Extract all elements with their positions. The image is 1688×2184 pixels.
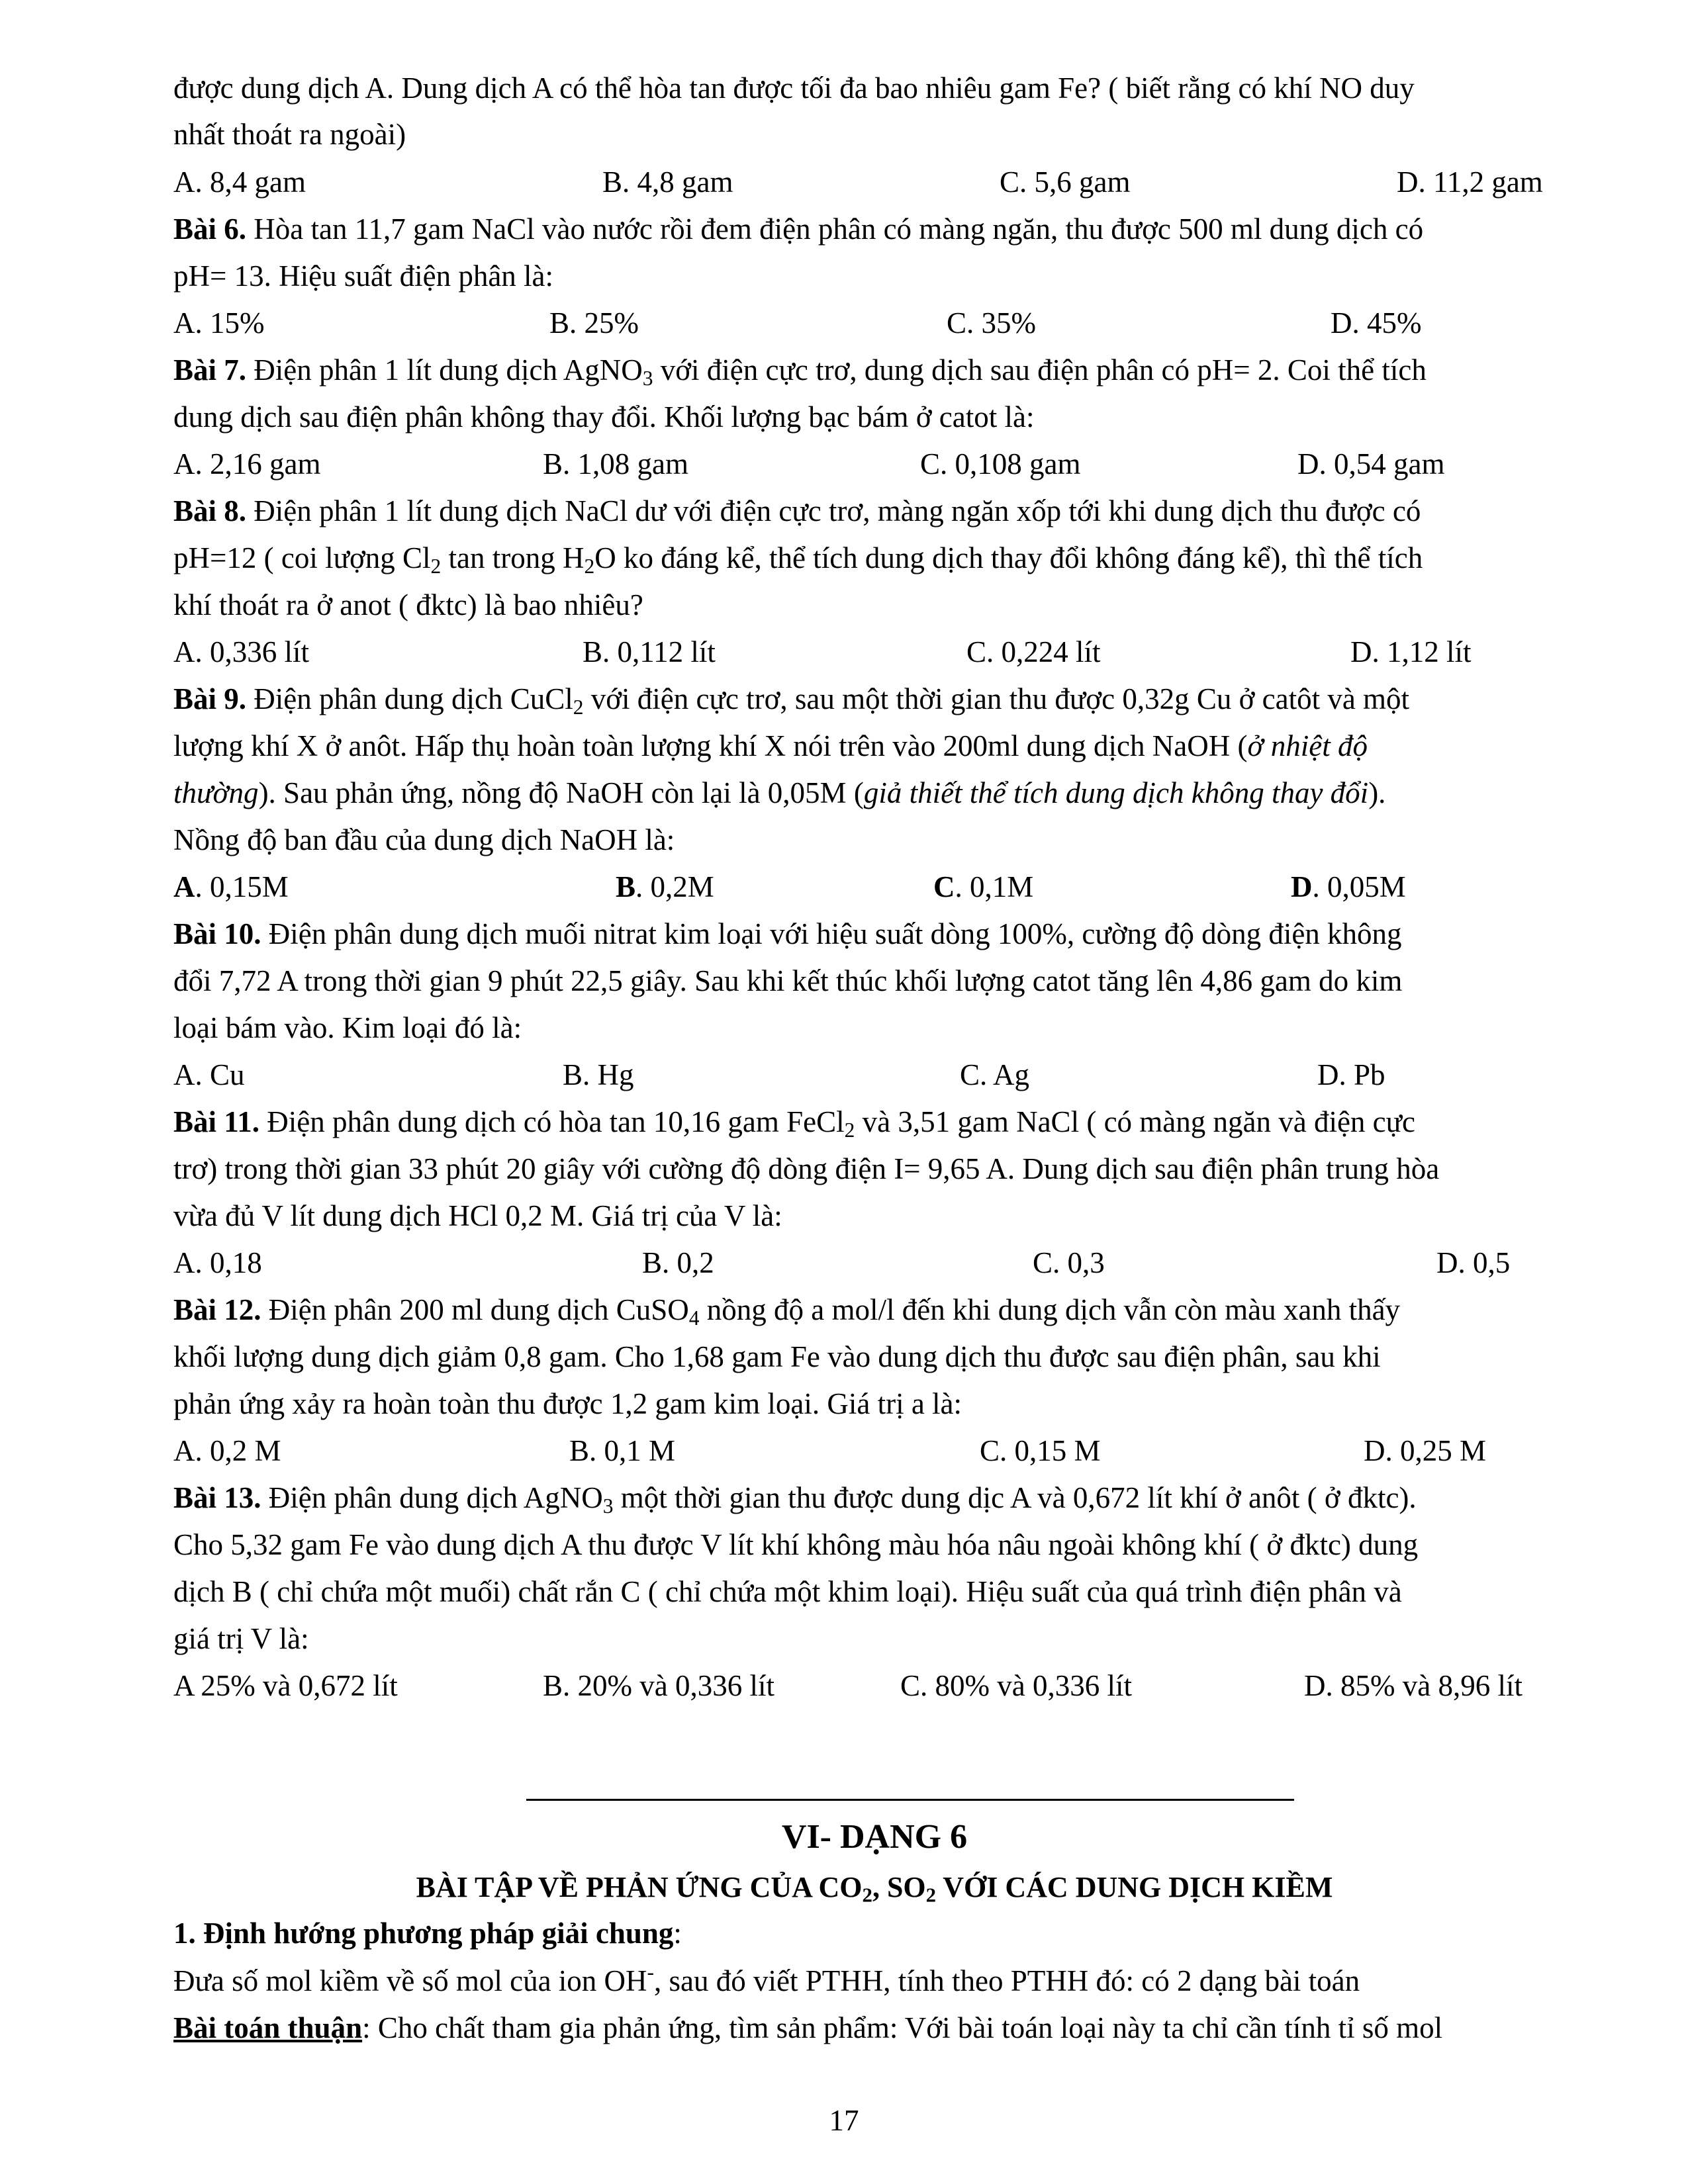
- bai7-line-1: [173, 353, 1427, 388]
- bai12-label: Bài 12.: [173, 1293, 261, 1326]
- option-c: C. 0,15 M: [980, 1434, 1101, 1467]
- section-divider: [526, 1799, 1294, 1801]
- bai9-italic-3: thường: [173, 776, 259, 809]
- section-subtitle-c: VỚI CÁC DUNG DỊCH KIỀM: [936, 1871, 1333, 1903]
- bai11-subscript: 2: [844, 1118, 855, 1142]
- bai9-label: Bài 9.: [173, 682, 247, 715]
- bai9-subscript: 2: [573, 695, 584, 719]
- bai6-text-1: Hòa tan 11,7 gam NaCl vào nước rồi đem điện phân có màng ngăn, thu được 500 ml dung dịch có: [246, 212, 1424, 246]
- bai13-line-2: Cho 5,32 gam Fe vào dung dịch A thu được V lít khí không màu hóa nâu ngoài không khí ( ở đktc) dung: [173, 1528, 1419, 1561]
- option-b: B. 0,112 lít: [583, 635, 716, 668]
- bai13-text-1a: Điện phân dung dịch AgNO: [261, 1481, 603, 1514]
- bai13-line-3: dịch B ( chỉ chứa một muối) chất rắn C ( chỉ chứa một khim loại). Hiệu suất của quá trình điện phân và: [173, 1575, 1402, 1608]
- bai11-text-1a: Điện phân dung dịch có hòa tan 10,16 gam FeCl: [259, 1105, 845, 1138]
- bai7-subscript: 3: [642, 366, 653, 390]
- option-c: C. 0,224 lít: [966, 635, 1101, 668]
- bai13-label: Bài 13.: [173, 1481, 261, 1514]
- bai10-label: Bài 10.: [173, 917, 261, 950]
- bai6-label: Bài 6.: [173, 212, 247, 246]
- bai-toan-thuan-text: : Cho chất tham gia phản ứng, tìm sản phẩm: Với bài toán loại này ta chỉ cần tính tỉ số mol: [362, 2011, 1443, 2044]
- option-c: [933, 870, 1033, 905]
- bai8-line-3: khí thoát ra ở anot ( đktc) là bao nhiêu?: [173, 588, 643, 621]
- bai9-line-4: Nồng độ ban đầu của dung dịch NaOH là:: [173, 823, 675, 856]
- option-c: C. 0,3: [1033, 1246, 1105, 1279]
- bai11-line-1: [173, 1105, 1415, 1140]
- intro-line-1: được dung dịch A. Dung dịch A có thể hòa tan được tối đa bao nhiêu gam Fe? ( biết rằng có khí NO duy: [173, 71, 1415, 105]
- bai12-line-2: khối lượng dung dịch giảm 0,8 gam. Cho 1,68 gam Fe vào dung dịch thu được sau điện phân, sau khi: [173, 1340, 1381, 1373]
- option-c: C. 0,108 gam: [920, 447, 1081, 480]
- option-b: B. Hg: [563, 1058, 634, 1091]
- bai-toan-thuan-label: Bài toán thuận: [173, 2011, 363, 2044]
- page-number: 17: [829, 2104, 859, 2137]
- bai9-text-1a: Điện phân dung dịch CuCl: [246, 682, 573, 715]
- bai8-text-2c: O ko đáng kể, thể tích dung dịch thay đổi không đáng kể), thì thể tích: [594, 541, 1423, 574]
- bai7-text-1b: với điện cực trơ, dung dịch sau điện phân có pH= 2. Coi thể tích: [653, 353, 1427, 387]
- bai11-line-2: trơ) trong thời gian 33 phút 20 giây với cường độ dòng điện I= 9,65 A. Dung dịch sau điện phân trung hòa: [173, 1152, 1440, 1185]
- bai9-text-3b: ).: [1368, 776, 1386, 809]
- bai12-subscript: 4: [688, 1306, 700, 1330]
- option-d-text: . 0,05M: [1312, 870, 1406, 903]
- bai13-subscript: 3: [602, 1494, 614, 1518]
- method-line-1: [173, 1960, 1360, 1999]
- option-c: C. Ag: [960, 1058, 1030, 1091]
- option-a: A. 0,336 lít: [173, 635, 310, 668]
- option-c: C. 35%: [947, 306, 1036, 340]
- method-text-1b: , sau đó viết PTHH, tính theo PTHH đó: có 2 dạng bài toán: [654, 1964, 1360, 1997]
- option-b: [616, 870, 714, 905]
- option-a: A. 0,18: [173, 1246, 262, 1279]
- bai10-line-3: loại bám vào. Kim loại đó là:: [173, 1011, 522, 1044]
- option-d: D. 11,2 gam: [1397, 165, 1543, 199]
- bai8-line-2: [173, 541, 1423, 576]
- bai6-line-2: pH= 13. Hiệu suất điện phân là:: [173, 259, 554, 293]
- bai13-line-4: giá trị V là:: [173, 1622, 309, 1655]
- option-d: D. 0,5: [1436, 1246, 1511, 1279]
- option-a: A. 8,4 gam: [173, 165, 306, 199]
- option-d: D. 0,54 gam: [1297, 447, 1445, 480]
- bai9-text-1b: với điện cực trơ, sau một thời gian thu được 0,32g Cu ở catôt và một: [583, 682, 1410, 715]
- section-heading: VI- DẠNG 6: [781, 1818, 968, 1856]
- option-a-text: . 0,15M: [195, 870, 289, 903]
- bai8-text-2a: pH=12 ( coi lượng Cl: [173, 541, 431, 574]
- option-c-text: . 0,1M: [955, 870, 1034, 903]
- bai11-text-1b: và 3,51 gam NaCl ( có màng ngăn và điện cực: [855, 1105, 1416, 1138]
- option-a-letter: A: [173, 870, 195, 903]
- bai7-label: Bài 7.: [173, 353, 247, 387]
- option-d: D. 1,12 lít: [1350, 635, 1472, 668]
- option-c-letter: C: [933, 870, 955, 903]
- bai7-text-1a: Điện phân 1 lít dung dịch AgNO: [246, 353, 643, 387]
- option-d: D. Pb: [1317, 1058, 1385, 1091]
- bai9-text-2a: lượng khí X ở anôt. Hấp thụ hoàn toàn lượng khí X nói trên vào 200ml dung dịch NaOH (: [173, 729, 1248, 762]
- method-colon: :: [673, 1917, 682, 1950]
- bai8-text-2b: tan trong H: [441, 541, 585, 574]
- bai8-label: Bài 8.: [173, 494, 247, 527]
- bai9-italic-2: ở nhiệt độ: [1247, 729, 1368, 762]
- section-subtitle: [173, 1870, 1575, 1907]
- option-d: [1291, 870, 1406, 905]
- option-c: C. 80% và 0,336 lít: [900, 1669, 1132, 1702]
- bai8-text-1: Điện phân 1 lít dung dịch NaCl dư với điện cực trơ, màng ngăn xốp tới khi dung dịch thu được có: [246, 494, 1421, 527]
- method-superscript: -: [647, 1960, 655, 1984]
- option-a: A. Cu: [173, 1058, 245, 1091]
- option-a: A 25% và 0,672 lít: [173, 1669, 398, 1702]
- option-b-letter: B: [616, 870, 636, 903]
- bai11-line-3: vừa đủ V lít dung dịch HCl 0,2 M. Giá trị của V là:: [173, 1199, 782, 1232]
- bai6-line-1: [173, 212, 1423, 247]
- bai13-line-1: [173, 1481, 1417, 1516]
- option-c: C. 5,6 gam: [1000, 165, 1131, 199]
- option-d: D. 0,25 M: [1364, 1434, 1487, 1467]
- bai9-line-3: [173, 776, 1385, 811]
- section-subscript-1: 2: [862, 1884, 872, 1907]
- option-b: B. 20% và 0,336 lít: [543, 1669, 774, 1702]
- bai12-line-3: phản ứng xảy ra hoàn toàn thu được 1,2 gam kim loại. Giá trị a là:: [173, 1387, 962, 1420]
- bai10-line-2: đổi 7,72 A trong thời gian 9 phút 22,5 giây. Sau khi kết thúc khối lượng catot tăng lên 4,86 gam do kim: [173, 964, 1403, 997]
- bai7-line-2: dung dịch sau điện phân không thay đổi. Khối lượng bạc bám ở catot là:: [173, 400, 1035, 433]
- option-a: [173, 870, 289, 905]
- bai9-line-1: [173, 682, 1409, 717]
- bai8-line-1: [173, 494, 1421, 529]
- section-subtitle-b: , SO: [872, 1871, 926, 1903]
- option-b: B. 0,1 M: [569, 1434, 676, 1467]
- bai12-text-1a: Điện phân 200 ml dung dịch CuSO: [261, 1293, 689, 1326]
- option-b: B. 4,8 gam: [602, 165, 733, 199]
- bai12-text-1b: nồng độ a mol/l đến khi dung dịch vẫn còn màu xanh thấy: [699, 1293, 1401, 1326]
- option-b: B. 0,2: [642, 1246, 714, 1279]
- bai10-text-1: Điện phân dung dịch muối nitrat kim loại với hiệu suất dòng 100%, cường độ dòng điện không: [261, 917, 1402, 950]
- option-d: D. 85% và 8,96 lít: [1304, 1669, 1523, 1702]
- option-b: B. 1,08 gam: [543, 447, 688, 480]
- method-text-1a: Đưa số mol kiềm về số mol của ion OH: [173, 1964, 647, 1997]
- method-label: 1. Định hướng phương pháp giải chung: [173, 1917, 674, 1950]
- option-d: D. 45%: [1331, 306, 1422, 340]
- method-line-2: [173, 2011, 1442, 2046]
- bai12-line-1: [173, 1293, 1400, 1328]
- section-subscript-2: 2: [925, 1884, 937, 1907]
- option-b: B. 25%: [549, 306, 639, 340]
- option-d-letter: D: [1291, 870, 1313, 903]
- method-heading: [173, 1917, 682, 1951]
- bai13-text-1b: một thời gian thu được dung dịc A và 0,672 lít khí ở anôt ( ở đktc).: [613, 1481, 1417, 1514]
- option-a: A. 2,16 gam: [173, 447, 321, 480]
- bai9-text-3a: ). Sau phản ứng, nồng độ NaOH còn lại là 0,05M (: [258, 776, 864, 809]
- option-b-text: . 0,2M: [635, 870, 714, 903]
- option-a: A. 15%: [173, 306, 265, 340]
- bai9-italic-3b: giả thiết thể tích dung dịch không thay đổi: [863, 776, 1369, 809]
- option-a: A. 0,2 M: [173, 1434, 281, 1467]
- bai8-subscript-2: 2: [584, 554, 595, 578]
- intro-line-2: nhất thoát ra ngoài): [173, 118, 406, 151]
- bai11-label: Bài 11.: [173, 1105, 260, 1138]
- bai9-line-2: [173, 729, 1368, 764]
- bai10-line-1: [173, 917, 1402, 952]
- bai8-subscript-1: 2: [430, 554, 442, 578]
- section-subtitle-a: BÀI TẬP VỀ PHẢN ỨNG CỦA CO: [416, 1871, 863, 1903]
